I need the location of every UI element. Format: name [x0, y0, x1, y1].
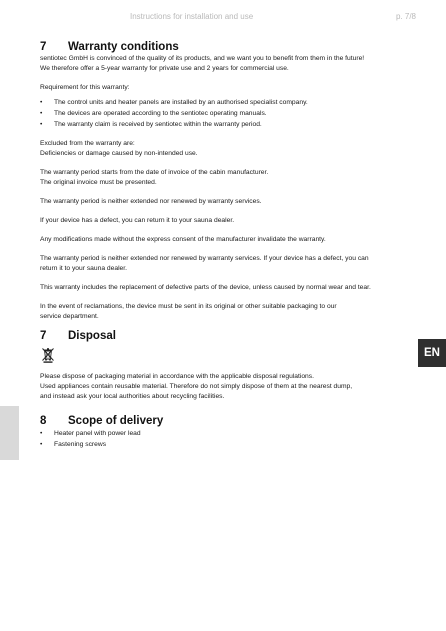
list-item	[40, 439, 418, 450]
paragraph: The warranty period is neither extended nor renewed by warranty services.	[40, 198, 262, 205]
list-item	[40, 119, 418, 130]
language-tab: EN	[418, 339, 446, 367]
paragraph: The warranty period starts from the date of invoice of the cabin manufacturer.	[40, 169, 269, 176]
section-number: 7	[40, 330, 47, 342]
section-title: Warranty conditions	[68, 41, 179, 53]
paragraph: sentiotec GmbH is convinced of the quality of its products, and we want you to benefit from them in the future!	[40, 55, 365, 62]
paragraph: Any modifications made without the express consent of the manufacturer invalidate the warranty.	[40, 236, 326, 243]
list-item-text: Fastening screws	[54, 441, 107, 448]
bullet: •	[40, 99, 43, 106]
delivery-list	[40, 428, 418, 450]
paragraph: and instead ask your local authorities about recycling facilities.	[40, 393, 225, 400]
paragraph: If your device has a defect, you can return it to your sauna dealer.	[40, 217, 235, 224]
bullet: •	[40, 121, 43, 128]
bullet: •	[40, 441, 43, 448]
requirements-list	[40, 97, 418, 130]
side-tab-marker	[0, 406, 19, 460]
bullet: •	[40, 430, 43, 437]
list-item-text: The devices are operated according to the sentiotec operating manuals.	[54, 110, 267, 117]
paragraph: Used appliances contain reusable material. Therefore do not simply dispose of them at the nearest dump,	[40, 383, 353, 390]
section-title: Scope of delivery	[68, 415, 164, 427]
section-number: 8	[40, 415, 47, 427]
list-item	[40, 428, 418, 439]
paragraph: We therefore offer a 5-year warranty for private use and 2 years for commercial use.	[40, 65, 289, 72]
list-item-text: Heater panel with power lead	[54, 430, 141, 437]
section-title: Disposal	[68, 330, 116, 342]
warranty-heading	[40, 40, 418, 54]
paragraph: service department.	[40, 313, 99, 320]
crossed-out-wheelie-bin-icon	[41, 347, 55, 363]
paragraph: This warranty includes the replacement of defective parts of the device, unless caused by normal wear and tear.	[40, 284, 371, 291]
header-title: Instructions for installation and use	[130, 12, 254, 21]
list-item-text: The control units and heater panels are installed by an authorised specialist company.	[54, 99, 308, 106]
list-item-text: The warranty claim is received by sentiotec within the warranty period.	[54, 121, 262, 128]
page-number: p. 7/8	[395, 12, 416, 21]
list-item	[40, 108, 418, 119]
paragraph: The original invoice must be presented.	[40, 179, 157, 186]
paragraph: Please dispose of packaging material in accordance with the applicable disposal regulations.	[40, 373, 314, 380]
paragraph: The warranty period is neither extended nor renewed by warranty services. If your device has a defect, you can	[40, 255, 369, 262]
section-number: 7	[40, 41, 47, 53]
paragraph: In the event of reclamations, the device must be sent in its original or other suitable packaging to our	[40, 303, 337, 310]
list-item	[40, 97, 418, 108]
paragraph: Excluded from the warranty are:	[40, 140, 135, 147]
paragraph: return it to your sauna dealer.	[40, 265, 127, 272]
page-content	[40, 40, 418, 450]
paragraph: Requirement for this warranty:	[40, 84, 130, 91]
disposal-heading	[40, 329, 418, 343]
delivery-heading	[40, 414, 418, 428]
bullet: •	[40, 110, 43, 117]
paragraph: Deficiencies or damage caused by non-intended use.	[40, 150, 198, 157]
